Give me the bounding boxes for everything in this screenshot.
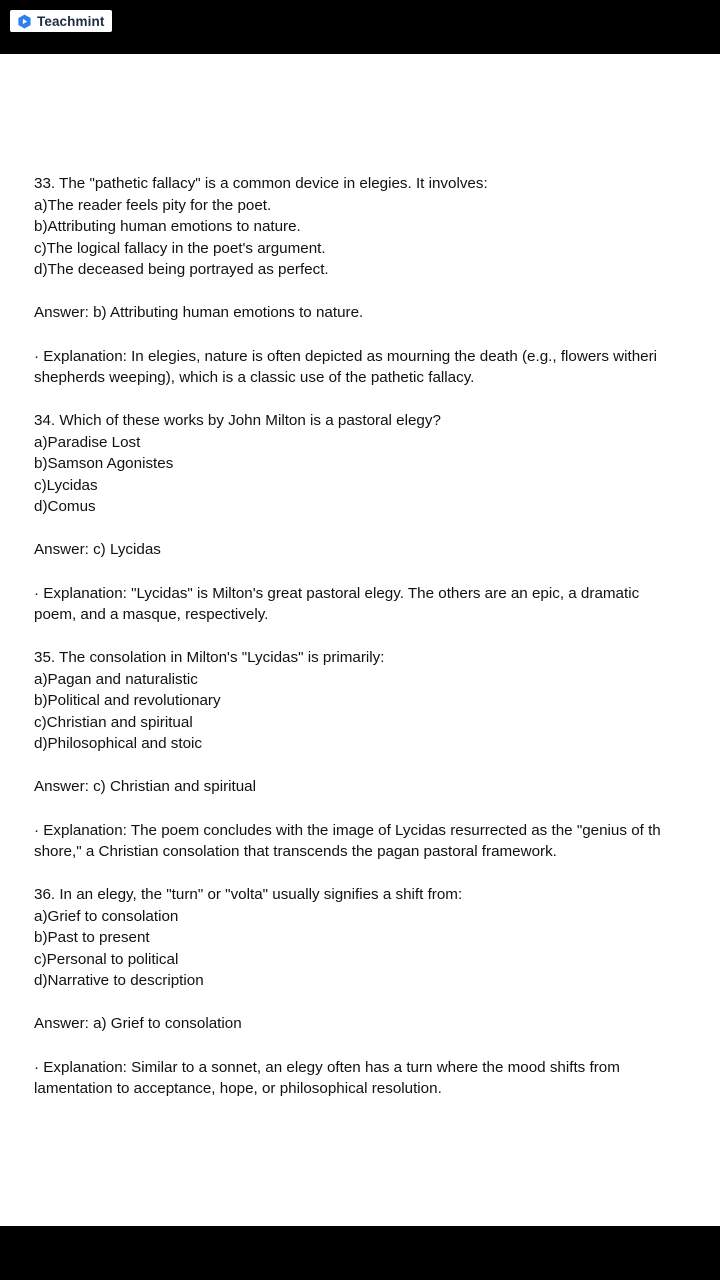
explanation-line: · Explanation: In elegies, nature is often depicted as mourning the death (e.g., flowers witheri <box>34 348 658 365</box>
option-c: c)Lycidas <box>34 477 98 494</box>
option-d: d)Comus <box>34 498 96 515</box>
option-b: b)Samson Agonistes <box>34 455 174 472</box>
question-text: 36. In an elegy, the "turn" or "volta" usually signifies a shift from: <box>34 886 463 903</box>
option-c: c)Christian and spiritual <box>34 714 193 731</box>
option-a: a)Grief to consolation <box>34 908 179 925</box>
option-b: b)Political and revolutionary <box>34 692 221 709</box>
question-text: 35. The consolation in Milton's "Lycidas" is primarily: <box>34 649 385 666</box>
option-d: d)Narrative to description <box>34 972 204 989</box>
option-c: c)Personal to political <box>34 951 179 968</box>
top-bar <box>0 0 720 54</box>
explanation-line: shore," a Christian consolation that transcends the pagan pastoral framework. <box>34 843 557 860</box>
option-a: a)Paradise Lost <box>34 434 141 451</box>
option-d: d)The deceased being portrayed as perfect. <box>34 261 329 278</box>
answer-text: Answer: c) Christian and spiritual <box>34 778 256 795</box>
option-b: b)Attributing human emotions to nature. <box>34 218 301 235</box>
explanation-line: poem, and a masque, respectively. <box>34 606 269 623</box>
answer-text: Answer: b) Attributing human emotions to nature. <box>34 304 364 321</box>
teachmint-logo-icon <box>17 14 32 29</box>
question-text: 34. Which of these works by John Milton is a pastoral elegy? <box>34 412 441 429</box>
answer-text: Answer: c) Lycidas <box>34 541 161 558</box>
explanation-line: · Explanation: "Lycidas" is Milton's great pastoral elegy. The others are an epic, a dramatic <box>34 585 640 602</box>
option-a: a)Pagan and naturalistic <box>34 671 198 688</box>
bottom-bar <box>0 1226 720 1280</box>
option-b: b)Past to present <box>34 929 150 946</box>
option-c: c)The logical fallacy in the poet's argument. <box>34 240 326 257</box>
explanation-line: shepherds weeping), which is a classic use of the pathetic fallacy. <box>34 369 475 386</box>
option-d: d)Philosophical and stoic <box>34 735 203 752</box>
explanation-line: lamentation to acceptance, hope, or philosophical resolution. <box>34 1080 442 1097</box>
brand-name: Teachmint <box>37 13 105 29</box>
teachmint-logo <box>10 10 112 32</box>
document-page <box>0 54 720 1226</box>
explanation-line: · Explanation: The poem concludes with the image of Lycidas resurrected as the "genius of th <box>34 822 661 839</box>
option-a: a)The reader feels pity for the poet. <box>34 197 272 214</box>
question-text: 33. The "pathetic fallacy" is a common device in elegies. It involves: <box>34 175 488 192</box>
answer-text: Answer: a) Grief to consolation <box>34 1015 242 1032</box>
explanation-line: · Explanation: Similar to a sonnet, an elegy often has a turn where the mood shifts from <box>34 1059 620 1076</box>
